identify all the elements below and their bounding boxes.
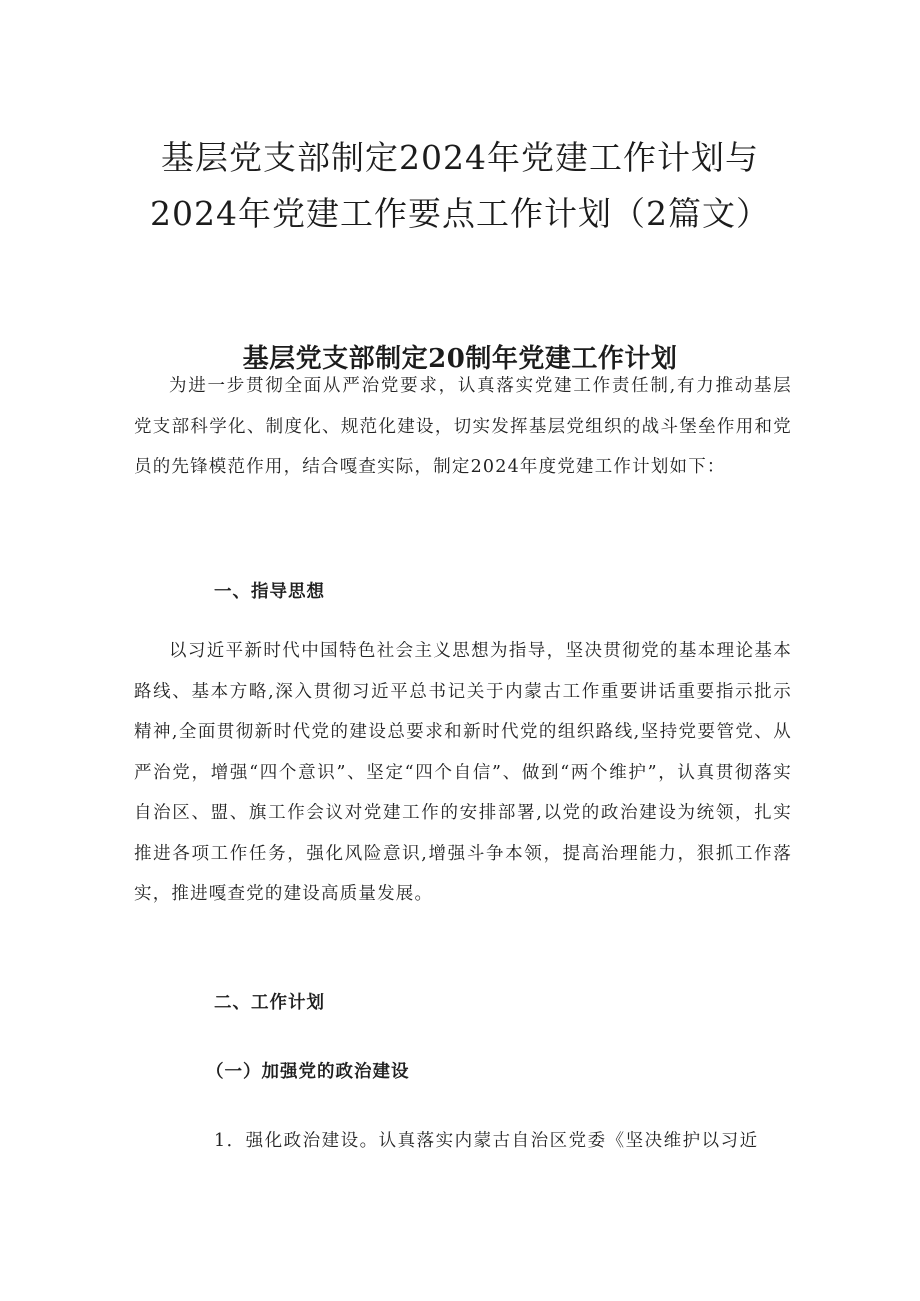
- intro-paragraph-block: [134, 366, 792, 488]
- section1-heading: 一、指导思想: [214, 582, 325, 602]
- section1-paragraph-block: [134, 631, 792, 915]
- document-title-line-2: 2024年党建工作要点工作计划（2篇文）: [150, 194, 770, 234]
- document-subtitle: 基层党支部制定20制年党建工作计划: [242, 343, 678, 374]
- section1-paragraph: 以习近平新时代中国特色社会主义思想为指导，坚决贯彻党的基本理论基本路线、基本方略,深入贯彻习近平总书记关于内蒙古工作重要讲话重要指示批示精神,全面贯彻新时代党的建设总要求和新时代党的组织路线,坚持党要管党、从严治党，增强“四个意识”、坚定“四个自信”、做到“两个维护”，认真贯彻落实自治区、盟、旗工作会议对党建工作的安排部署,以党的政治建设为统领，扎实推进各项工作任务，强化风险意识,增强斗争本领，提高治理能力，狠抓工作落实，推进嘎查党的建设高质量发展。: [134, 641, 792, 904]
- document-title: [80, 130, 840, 242]
- intro-paragraph: 为进一步贯彻全面从严治党要求，认真落实党建工作责任制,有力推动基层党支部科学化、制度化、规范化建设，切实发挥基层党组织的战斗堡垒作用和党员的先锋模范作用，结合嘎查实际，制定2024年度党建工作计划如下：: [134, 376, 792, 477]
- item1-text: 1．强化政治建设。认真落实内蒙古自治区党委《坚决维护以习近: [214, 1131, 759, 1151]
- section2-heading: 二、工作计划: [214, 993, 325, 1013]
- document-title-line-1: 基层党支部制定2024年党建工作计划与: [161, 138, 759, 178]
- subsection1-heading: （一）加强党的政治建设: [206, 1062, 410, 1082]
